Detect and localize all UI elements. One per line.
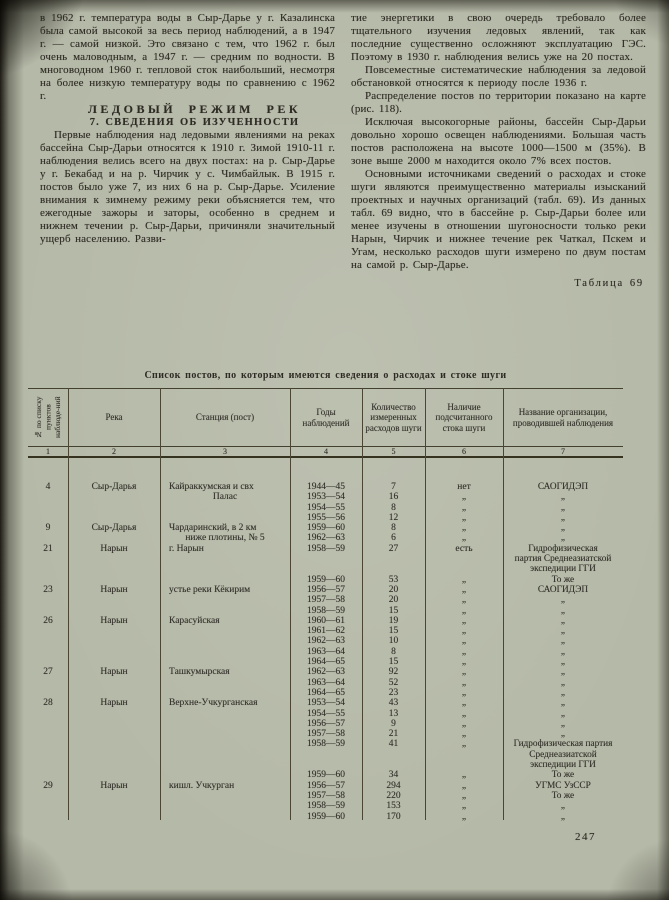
row-count (362, 760, 425, 770)
row-station (160, 626, 290, 636)
row-num (28, 678, 68, 688)
row-stock: „ (461, 605, 467, 616)
row-river (68, 503, 160, 513)
row-years (290, 564, 362, 574)
row-station (160, 791, 290, 801)
row-count: 20 (388, 595, 399, 606)
row-river: Нарын (100, 667, 128, 678)
row-count: 43 (388, 698, 399, 709)
row-org: „ (560, 729, 566, 740)
row-station: кишл. Учкурган (169, 780, 235, 791)
row-years (290, 750, 362, 760)
row-station (160, 503, 290, 513)
column-number: 6 (462, 447, 466, 456)
right-column (351, 12, 646, 290)
row-station (160, 657, 290, 667)
row-num (28, 626, 68, 636)
row-org: „ (560, 636, 566, 647)
row-station (160, 564, 290, 574)
row-num (28, 812, 68, 822)
row-river: Нарын (100, 615, 128, 626)
header-cell-station: Станция (пост) (195, 412, 255, 423)
row-count: 153 (386, 801, 401, 812)
row-station: Верхне-Учкурганская (169, 698, 258, 709)
row-stock: „ (461, 718, 467, 729)
row-org: „ (560, 687, 566, 698)
row-station (160, 760, 290, 770)
row-river (68, 647, 160, 657)
row-count: 294 (386, 780, 401, 791)
row-num: 4 (45, 482, 51, 492)
row-org: „ (560, 646, 566, 657)
column-number: 3 (223, 447, 227, 456)
row-river (68, 606, 160, 616)
row-num (28, 750, 68, 760)
column-number-row (28, 447, 623, 456)
row-river (68, 626, 160, 636)
row-stock: „ (461, 502, 467, 513)
row-river: Нарын (100, 698, 128, 709)
row-stock: „ (461, 698, 467, 709)
row-years: 1963—64 (307, 646, 345, 657)
row-years: 1962—63 (307, 636, 345, 647)
row-num (28, 575, 68, 585)
row-river (68, 709, 160, 719)
table-label: Таблица 69 (574, 278, 644, 289)
row-num (28, 709, 68, 719)
table-body (28, 459, 623, 822)
page-number: 247 (575, 831, 596, 843)
data-table (28, 388, 623, 833)
row-river (68, 801, 160, 811)
row-years: 1944—45 (307, 482, 345, 492)
row-num (28, 647, 68, 657)
row-org: экспедиции ГГИ (530, 760, 596, 771)
row-org: УГМС УзССР (535, 780, 591, 791)
row-count: 53 (388, 574, 399, 585)
row-years: 1957—58 (307, 729, 345, 740)
paragraph: Распределение постов по территории показано на карте (рис. 118). (351, 90, 646, 115)
paragraph: Повсеместные систематические наблюдения за ледовой обстановкой относятся к периоду после 1936 г. (351, 64, 646, 89)
row-org: „ (560, 657, 566, 668)
row-org: То же (551, 574, 575, 585)
row-num (28, 533, 68, 543)
column-number: 7 (561, 447, 565, 456)
row-num (28, 492, 68, 502)
row-num (28, 688, 68, 698)
row-org: Гидрофизическая партия (513, 739, 613, 750)
row-org: „ (560, 492, 566, 503)
row-stock: „ (461, 492, 467, 503)
row-station (160, 688, 290, 698)
subsection-heading: 7. СВЕДЕНИЯ ОБ ИЗУЧЕННОСТИ (89, 117, 300, 128)
row-station (160, 709, 290, 719)
row-station: Чардаринский, в 2 км (169, 523, 257, 534)
row-stock (425, 760, 503, 770)
row-stock: „ (461, 584, 467, 595)
row-station (160, 719, 290, 729)
row-num (28, 770, 68, 780)
row-river (68, 533, 160, 543)
column-number: 2 (112, 447, 116, 456)
row-org: „ (560, 667, 566, 678)
row-count: 52 (388, 677, 399, 688)
row-stock (425, 750, 503, 760)
row-stock: „ (461, 646, 467, 657)
column-number: 1 (46, 447, 50, 456)
row-river (68, 492, 160, 502)
paragraph: тие энергетики в свою очередь требовало более тщательного изучения ледовых явлений, так как последние существенно осложняют эксплуатацию ГЭС. Поэтому в 1930 г. наблюдения велись уже на 20 постах. (351, 12, 646, 63)
row-org: САОГИДЭП (537, 482, 589, 492)
row-stock: „ (461, 770, 467, 781)
row-stock: „ (461, 533, 467, 544)
paragraph: Исключая высокогорные районы, бассейн Сыр-Дарьи довольно хорошо освещен наблюдениями. Большая часть постов расположена на высоте 1000—1500 м (35%). В зоне выше 2000 м находится около 7% всех постов. (351, 116, 646, 167)
row-stock: нет (457, 482, 471, 492)
row-count: 23 (388, 687, 399, 698)
row-count: 20 (388, 584, 399, 595)
row-num (28, 503, 68, 513)
row-count: 34 (388, 770, 399, 781)
row-org: Среднеазиатской (529, 749, 597, 760)
row-org: „ (560, 533, 566, 544)
row-station: г. Нарын (169, 543, 204, 554)
row-org: „ (560, 502, 566, 513)
row-count: 15 (388, 657, 399, 668)
row-stock: „ (461, 667, 467, 678)
row-years: 1960—61 (307, 615, 345, 626)
row-org: экспедиции ГГИ (530, 564, 596, 575)
row-years: 1963—64 (307, 677, 345, 688)
row-stock: „ (461, 512, 467, 523)
row-num (28, 760, 68, 770)
row-station (160, 647, 290, 657)
row-num (28, 595, 68, 605)
row-river (68, 575, 160, 585)
row-stock: „ (461, 687, 467, 698)
row-count: 220 (386, 790, 401, 801)
row-num (28, 719, 68, 729)
row-num (28, 513, 68, 523)
row-years: 1961—62 (307, 626, 345, 637)
row-stock: „ (461, 615, 467, 626)
row-years: 1956—57 (307, 584, 345, 595)
left-column (40, 12, 335, 290)
row-river (68, 564, 160, 574)
row-river: Нарын (100, 584, 128, 595)
row-station (160, 606, 290, 616)
row-years: 1962—63 (307, 667, 345, 678)
row-org: „ (560, 605, 566, 616)
row-count: 12 (388, 512, 399, 523)
row-num (28, 554, 68, 564)
row-num: 27 (43, 667, 53, 678)
row-years: 1958—59 (307, 543, 345, 554)
row-count: 27 (388, 543, 399, 554)
row-org: Гидрофизическая (528, 543, 598, 554)
row-station (160, 636, 290, 646)
row-station: Кайраккумская и свх (169, 482, 254, 492)
row-river (68, 760, 160, 770)
row-count: 6 (391, 533, 396, 544)
row-num (28, 801, 68, 811)
header-cell-count: Количество измеренных расходов шуги (365, 401, 422, 433)
row-count: 9 (391, 718, 396, 729)
row-num (28, 564, 68, 574)
row-count (362, 554, 425, 564)
row-river (68, 688, 160, 698)
row-stock: „ (461, 595, 467, 606)
row-count: 19 (388, 615, 399, 626)
row-river: Сыр-Дарья (91, 523, 137, 534)
row-years: 1956—57 (307, 718, 345, 729)
row-org: „ (560, 677, 566, 688)
row-station (160, 812, 290, 822)
row-station: Палас (212, 492, 238, 503)
row-station (160, 750, 290, 760)
row-org: То же (551, 790, 575, 801)
paragraph: Основными источниками сведений о расходах и стоке шуги являются преимущественно материалы изысканий проектных и научных организаций (табл. 69). Из данных табл. 69 видно, что в бассейне р. Сыр-Дарьи более или менее изучены в отношении шугоносности только реки Нарын, Чирчик и нижнее течение рек Чаткал, Пскем и Угам, несколько расходов шуги измерено по двум постам на самой р. Сыр-Дарье. (351, 168, 646, 271)
row-count: 92 (388, 667, 399, 678)
row-count: 16 (388, 492, 399, 503)
header-cell-index: № по списку пунктов наблюде-ний (33, 396, 62, 439)
row-station (160, 678, 290, 688)
row-stock: „ (461, 574, 467, 585)
row-station: Ташкумырская (169, 667, 230, 678)
row-years (290, 554, 362, 564)
row-years: 1957—58 (307, 790, 345, 801)
row-years: 1958—59 (307, 801, 345, 812)
row-river: Нарын (100, 543, 128, 554)
row-org: „ (560, 615, 566, 626)
row-stock: „ (461, 801, 467, 812)
row-org: „ (560, 698, 566, 709)
row-years: 1959—60 (307, 523, 345, 534)
row-stock: „ (461, 811, 467, 822)
row-station (160, 739, 290, 749)
row-years: 1954—55 (307, 502, 345, 513)
row-station: Карасуйская (169, 615, 220, 626)
row-stock: „ (461, 780, 467, 791)
row-river (68, 657, 160, 667)
row-stock: „ (461, 636, 467, 647)
row-years: 1959—60 (307, 770, 345, 781)
row-years: 1953—54 (307, 492, 345, 503)
row-count: 15 (388, 626, 399, 637)
row-years: 1959—60 (307, 811, 345, 822)
row-stock: „ (461, 729, 467, 740)
row-num (28, 739, 68, 749)
row-river: Нарын (100, 780, 128, 791)
row-num: 29 (43, 780, 53, 791)
row-years (290, 760, 362, 770)
row-stock: „ (461, 626, 467, 637)
row-years: 1954—55 (307, 708, 345, 719)
row-years: 1953—54 (307, 698, 345, 709)
row-years: 1956—57 (307, 780, 345, 791)
row-river: Сыр-Дарья (91, 482, 137, 492)
row-num (28, 636, 68, 646)
row-years: 1958—59 (307, 739, 345, 750)
row-station (160, 801, 290, 811)
row-count: 8 (391, 523, 396, 534)
row-years: 1962—63 (307, 533, 345, 544)
row-station: ниже плотины, № 5 (185, 533, 265, 544)
row-station: устье реки Кёкирим (169, 584, 251, 595)
row-count: 41 (388, 739, 399, 750)
row-count: 7 (391, 482, 396, 492)
row-river (68, 595, 160, 605)
row-years: 1958—59 (307, 605, 345, 616)
row-station (160, 513, 290, 523)
paragraph: Первые наблюдения над ледовыми явлениями на реках бассейна Сыр-Дарьи относятся к 1910 г. Зимой 1910-11 г. наблюдения велись всего на двух постах: на р. Сыр-Дарье у г. Бекабад и на р. Чирчик у с. Чимбайлык. В 1915 г. постов было уже 7, из них 6 на р. Сыр-Дарье. Усиление внимания к зимнему режиму реки объясняется тем, что ежегодные зажоры и заторы, особенно в среднем и нижнем течении р. Сыр-Дарьи, причиняли значительный ущерб населению. Разви- (40, 129, 335, 245)
row-river (68, 770, 160, 780)
row-station (160, 554, 290, 564)
row-stock (425, 564, 503, 574)
row-station (160, 595, 290, 605)
row-stock (425, 554, 503, 564)
row-num (28, 606, 68, 616)
row-org: „ (560, 523, 566, 534)
row-river (68, 750, 160, 760)
row-river (68, 554, 160, 564)
row-river (68, 513, 160, 523)
row-stock: „ (461, 657, 467, 668)
section-heading: ЛЕДОВЫЙ РЕЖИМ РЕК (87, 102, 302, 116)
row-count: 8 (391, 502, 396, 513)
row-count: 8 (391, 646, 396, 657)
row-years: 1955—56 (307, 512, 345, 523)
row-count: 15 (388, 605, 399, 616)
header-cell-organization: Название организации, проводившей наблюдения (512, 407, 614, 428)
header-cell-stock: Наличие подсчитанного стока шуги (435, 401, 493, 433)
row-num (28, 657, 68, 667)
header-cell-river: Река (105, 412, 123, 423)
row-num: 21 (43, 543, 53, 554)
row-org: „ (560, 811, 566, 822)
header-cell-years: Годы наблюдений (302, 407, 350, 428)
row-stock: „ (461, 677, 467, 688)
row-river (68, 636, 160, 646)
row-num: 26 (43, 615, 53, 626)
row-years: 1957—58 (307, 595, 345, 606)
row-river (68, 739, 160, 749)
row-count: 13 (388, 708, 399, 719)
column-number: 5 (391, 447, 396, 456)
row-org: „ (560, 708, 566, 719)
paragraph: в 1962 г. температура воды в Сыр-Дарье у г. Казалинска была самой высокой за весь период наблюдений, а в 1947 г. — самой низкой. Это связано с тем, что 1962 г. был очень маловодным, а 1947 г. — средним по водности. В многоводном 1960 г. тепловой сток наибольший, несмотря на более низкую температуру воды по сравнению с 1962 г. (40, 12, 335, 102)
row-num: 9 (45, 523, 51, 534)
row-count: 21 (388, 729, 399, 740)
row-river (68, 719, 160, 729)
row-river (68, 791, 160, 801)
row-org: „ (560, 801, 566, 812)
table-caption: Список постов, по которым имеются сведения о расходах и стоке шуги (144, 370, 507, 381)
row-years: 1964—65 (307, 687, 345, 698)
row-org: САОГИДЭП (537, 584, 589, 595)
row-station (160, 729, 290, 739)
row-num (28, 729, 68, 739)
row-num: 23 (43, 584, 53, 595)
row-org: партия Среднеазиатской (514, 554, 612, 565)
table-header-row (28, 389, 623, 446)
row-num: 28 (43, 698, 53, 709)
row-years: 1964—65 (307, 657, 345, 668)
row-org: То же (551, 770, 575, 781)
row-stock: „ (461, 790, 467, 801)
row-count: 10 (388, 636, 399, 647)
row-station (160, 770, 290, 780)
row-org: „ (560, 512, 566, 523)
row-count: 170 (386, 811, 401, 822)
row-river (68, 678, 160, 688)
row-stock: „ (461, 523, 467, 534)
row-org: „ (560, 595, 566, 606)
row-num (28, 791, 68, 801)
text-columns (40, 12, 646, 290)
row-river (68, 729, 160, 739)
row-org: „ (560, 718, 566, 729)
row-station (160, 575, 290, 585)
row-count (362, 750, 425, 760)
column-number: 4 (324, 447, 328, 456)
row-org: „ (560, 626, 566, 637)
row-stock: есть (455, 543, 473, 554)
row-years: 1959—60 (307, 574, 345, 585)
row-stock: „ (461, 739, 467, 750)
row-stock: „ (461, 708, 467, 719)
row-river (68, 812, 160, 822)
row-count (362, 564, 425, 574)
